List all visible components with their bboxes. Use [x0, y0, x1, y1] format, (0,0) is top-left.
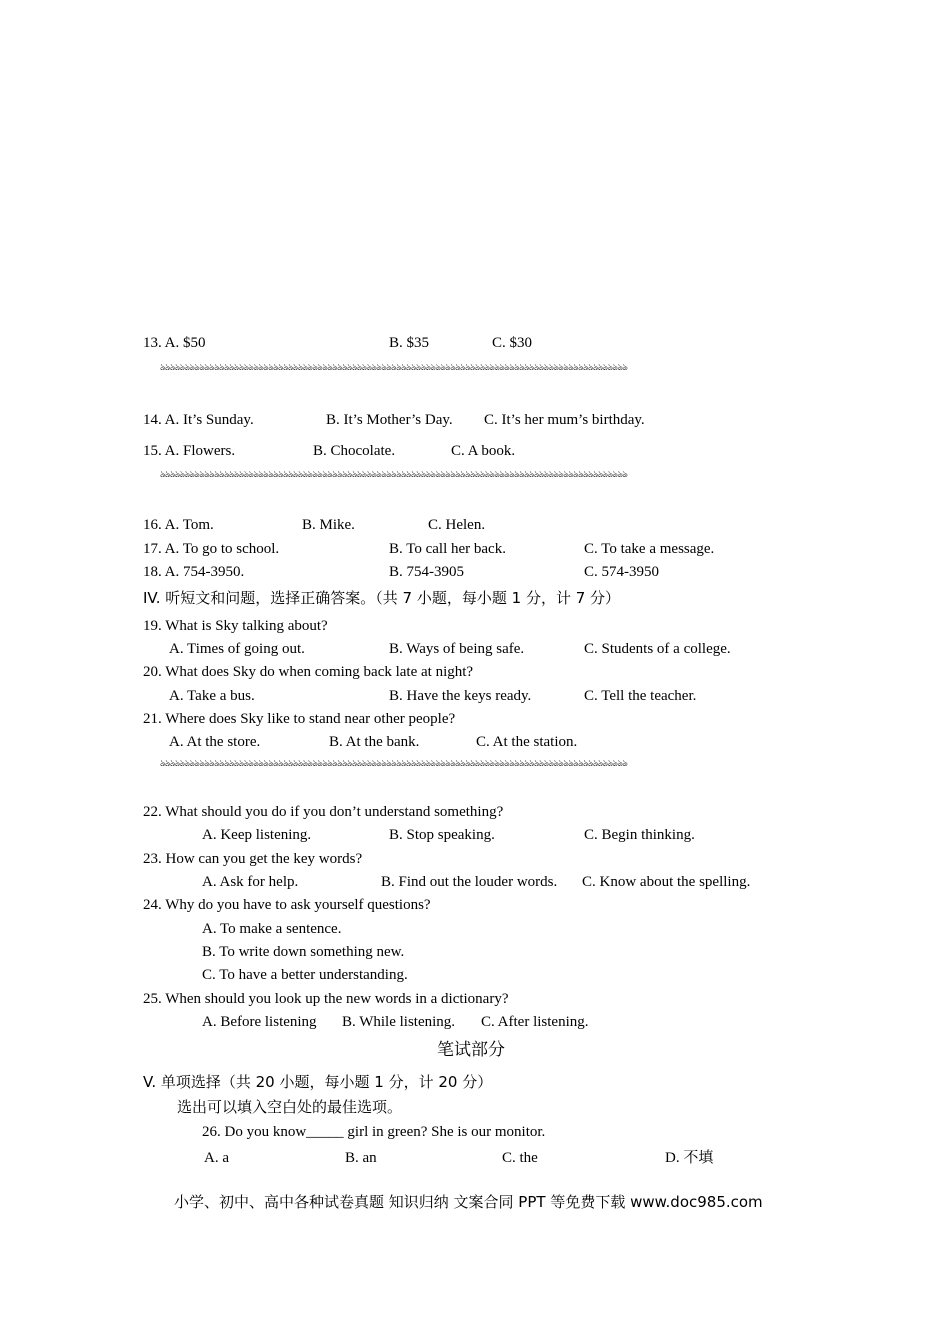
q19-option-a: A. Times of going out.	[169, 641, 305, 657]
section-iv-heading: IV. 听短文和问题，选择正确答案。（共 7 小题，每小题 1 分，计 7 分）	[143, 589, 621, 607]
q21-option-c: C. At the station.	[476, 734, 578, 750]
q23-option-a: A. Ask for help.	[202, 874, 299, 890]
q15-option-a: 15. A. Flowers.	[143, 443, 236, 459]
section-v-heading: V. 单项选择（共 20 小题，每小题 1 分，计 20 分）	[143, 1073, 493, 1091]
q20-option-a: A. Take a bus.	[169, 688, 255, 704]
q22-question: 22. What should you do if you don’t understand something?	[143, 804, 504, 820]
q17-option-a: 17. A. To go to school.	[143, 541, 280, 557]
q14-option-c: C. It’s her mum’s birthday.	[484, 412, 645, 428]
q21-option-b: B. At the bank.	[329, 734, 420, 750]
q26-option-d: D. 不填	[665, 1150, 714, 1166]
q19-option-b: B. Ways of being safe.	[389, 641, 525, 657]
q26-option-a: A. a	[204, 1150, 229, 1166]
q16-option-a: 16. A. Tom.	[143, 517, 214, 533]
q23-option-c: C. Know about the spelling.	[582, 874, 751, 890]
q22-option-b: B. Stop speaking.	[389, 827, 495, 843]
q15-option-c: C. A book.	[451, 443, 516, 459]
written-part-title: 笔试部分	[437, 1040, 505, 1060]
q20-option-c: C. Tell the teacher.	[584, 688, 697, 704]
q20-question: 20. What does Sky do when coming back late at night?	[143, 664, 474, 680]
separator-line: ঌঌঌঌঌঌঌঌঌঌঌঌঌঌঌঌঌঌঌঌঌঌঌঌঌঌঌঌঌঌঌঌঌঌঌঌঌঌঌঌঌঌঌঌঌঌঌঌঌঌঌঌঌঌঌঌঌঌঌঌঌঌঌঌঌঌঌঌঌঌঌঌঌঌঌঌঌঌঌঌঌঌঌঌঌঌঌঌঌঌঌঌঌঌঌ	[160, 470, 628, 480]
q26-option-b: B. an	[345, 1150, 377, 1166]
q24-question: 24. Why do you have to ask yourself questions?	[143, 897, 431, 913]
q18-option-a: 18. A. 754-3950.	[143, 564, 245, 580]
q19-question: 19. What is Sky talking about?	[143, 618, 328, 634]
q16-option-b: B. Mike.	[302, 517, 355, 533]
page-footer: 小学、初中、高中各种试卷真题 知识归纳 文案合同 PPT 等免费下载 www.doc985.com	[174, 1193, 763, 1211]
q14-option-b: B. It’s Mother’s Day.	[326, 412, 453, 428]
q17-option-b: B. To call her back.	[389, 541, 506, 557]
q24-option-c: C. To have a better understanding.	[202, 967, 408, 983]
q23-option-b: B. Find out the louder words.	[381, 874, 558, 890]
q13-option-a: 13. A. $50	[143, 335, 206, 351]
q24-option-a: A. To make a sentence.	[202, 921, 342, 937]
q26-option-c: C. the	[502, 1150, 538, 1166]
q13-option-b: B. $35	[389, 335, 430, 351]
q17-option-c: C. To take a message.	[584, 541, 715, 557]
q13-option-c: C. $30	[492, 335, 533, 351]
q21-option-a: A. At the store.	[169, 734, 261, 750]
q15-option-b: B. Chocolate.	[313, 443, 396, 459]
q20-option-b: B. Have the keys ready.	[389, 688, 532, 704]
q18-option-c: C. 574-3950	[584, 564, 659, 580]
q19-option-c: C. Students of a college.	[584, 641, 731, 657]
separator-line: ঌঌঌঌঌঌঌঌঌঌঌঌঌঌঌঌঌঌঌঌঌঌঌঌঌঌঌঌঌঌঌঌঌঌঌঌঌঌঌঌঌঌঌঌঌঌঌঌঌঌঌঌঌঌঌঌঌঌঌঌঌঌঌঌঌঌঌঌঌঌঌঌঌঌঌঌঌঌঌঌঌঌঌঌঌঌঌঌঌঌঌঌঌঌঌ	[160, 759, 628, 769]
q22-option-c: C. Begin thinking.	[584, 827, 695, 843]
q18-option-b: B. 754-3905	[389, 564, 464, 580]
q25-question: 25. When should you look up the new words in a dictionary?	[143, 991, 509, 1007]
q25-option-a: A. Before listening	[202, 1014, 317, 1030]
separator-line: ঌঌঌঌঌঌঌঌঌঌঌঌঌঌঌঌঌঌঌঌঌঌঌঌঌঌঌঌঌঌঌঌঌঌঌঌঌঌঌঌঌঌঌঌঌঌঌঌঌঌঌঌঌঌঌঌঌঌঌঌঌঌঌঌঌঌঌঌঌঌঌঌঌঌঌঌঌঌঌঌঌঌঌঌঌঌঌঌঌঌঌঌঌঌঌ	[160, 363, 628, 373]
q24-option-b: B. To write down something new.	[202, 944, 405, 960]
q22-option-a: A. Keep listening.	[202, 827, 312, 843]
q25-option-b: B. While listening.	[342, 1014, 456, 1030]
q16-option-c: C. Helen.	[428, 517, 486, 533]
q26-question: 26. Do you know_____ girl in green? She is our monitor.	[202, 1124, 546, 1140]
q14-option-a: 14. A. It’s Sunday.	[143, 412, 254, 428]
q21-question: 21. Where does Sky like to stand near other people?	[143, 711, 456, 727]
q25-option-c: C. After listening.	[481, 1014, 589, 1030]
q23-question: 23. How can you get the key words?	[143, 851, 363, 867]
section-v-instruction: 选出可以填入空白处的最佳选项。	[177, 1098, 403, 1116]
